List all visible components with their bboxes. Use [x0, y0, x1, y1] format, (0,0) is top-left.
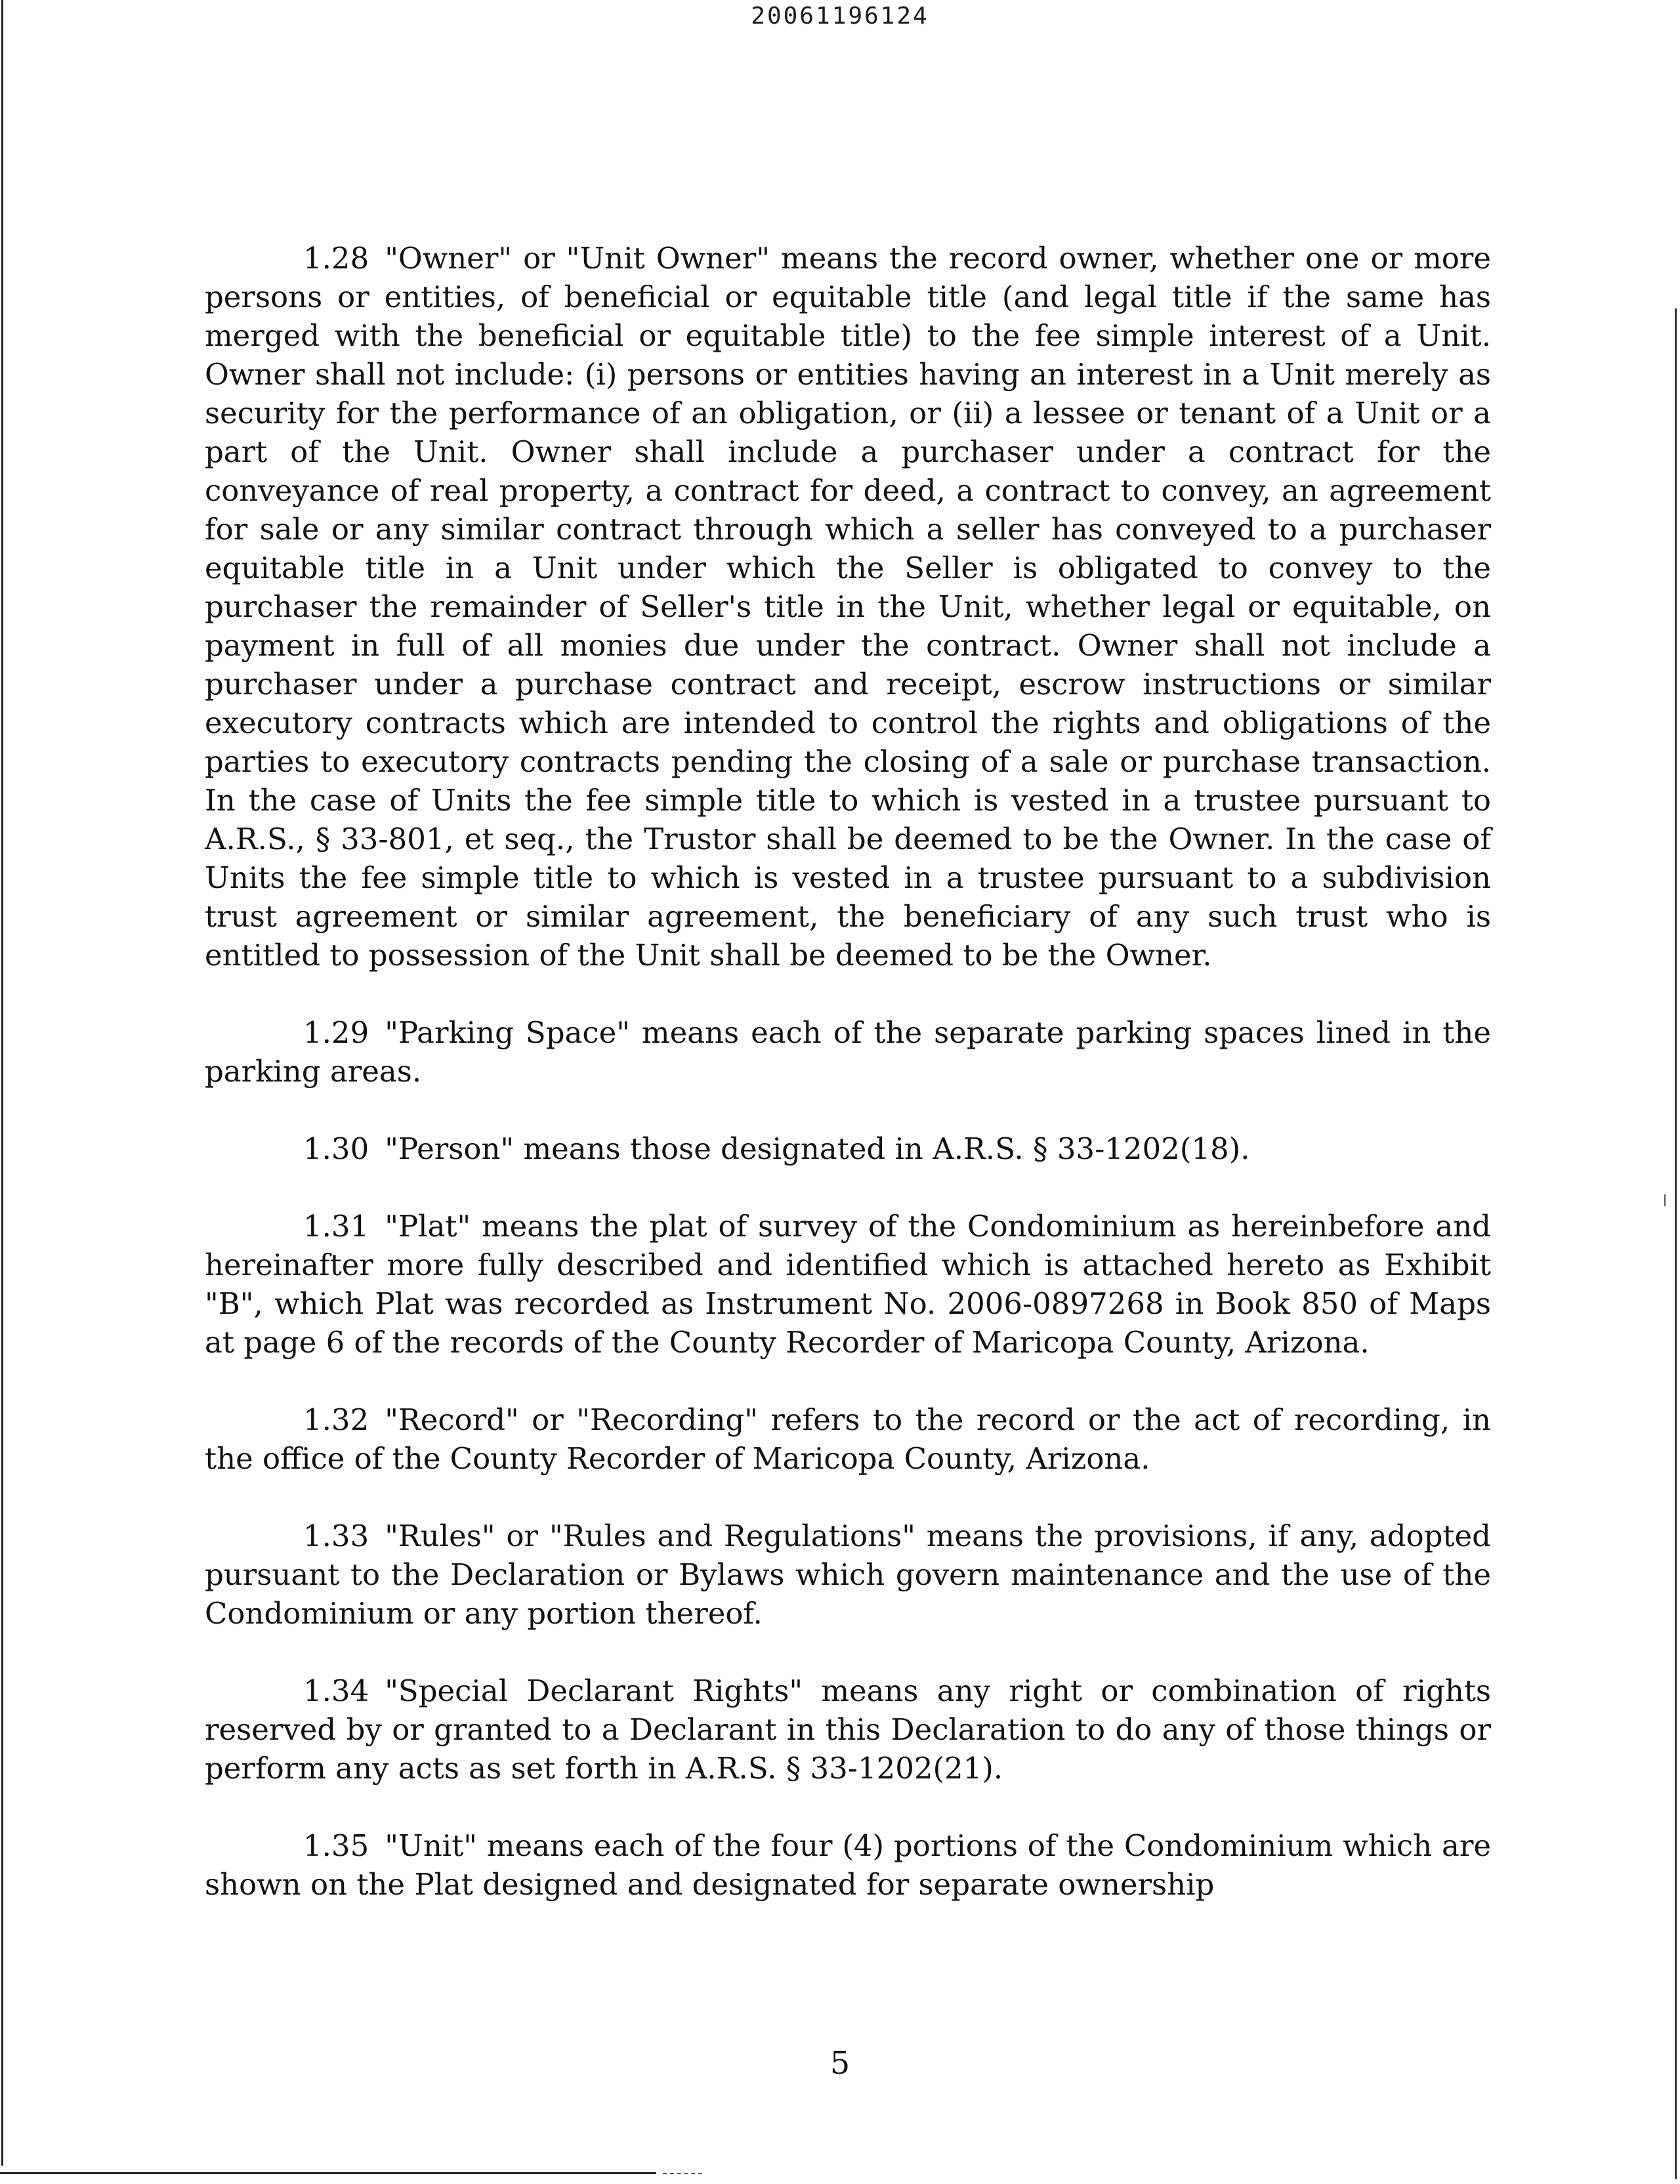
section-number: 1.32: [303, 1402, 369, 1437]
section-number: 1.34: [303, 1673, 369, 1708]
document-body: [205, 239, 1491, 1942]
section-number: 1.31: [303, 1209, 369, 1244]
section-text: "Person" means those designated in A.R.S. § 33-1202(18).: [385, 1131, 1250, 1166]
section-text: "Plat" means the plat of survey of the Condominium as hereinbefore and hereinafter more fully described and identified which is attached hereto as Exhibit "B", which Plat was recorded as Instrument No. 2006-0897268 in Book 850 of Maps at page 6 of the records of the County Recorder of Maricopa County, Arizona.: [205, 1209, 1491, 1360]
section-1-34: [205, 1671, 1491, 1788]
section-number: 1.33: [303, 1519, 369, 1553]
section-text: "Rules" or "Rules and Regulations" means the provisions, if any, adopted pursuant to the Declaration or Bylaws which govern maintenance and the use of the Condominium or any portion thereof.: [205, 1519, 1491, 1631]
section-number: 1.29: [303, 1015, 369, 1050]
section-text: "Unit" means each of the four (4) portions of the Condominium which are shown on the Plat designed and designated for separate ownership: [205, 1828, 1491, 1902]
section-text: "Record" or "Recording" refers to the record or the act of recording, in the office of the County Recorder of Maricopa County, Arizona.: [205, 1402, 1491, 1476]
page-number: 5: [830, 2045, 850, 2082]
scan-mark: [1664, 1194, 1666, 1206]
section-1-29: [205, 1013, 1491, 1091]
scan-edge-right: [1675, 308, 1677, 2179]
section-text: "Special Declarant Rights" means any right or combination of rights reserved by or granted to a Declarant in this Declaration to do any of those things or perform any acts as set forth in A.R.S. § 33-1202(21).: [205, 1673, 1491, 1786]
scan-edge-bottom: [0, 2172, 656, 2174]
section-number: 1.30: [303, 1131, 369, 1166]
scan-edge-left: [1, 0, 3, 2166]
section-1-33: [205, 1517, 1491, 1633]
section-1-30: [205, 1129, 1491, 1168]
section-number: 1.28: [303, 241, 369, 276]
scan-edge-bottom-dash: [663, 2173, 702, 2175]
section-1-28: [205, 239, 1491, 975]
section-1-31: [205, 1207, 1491, 1362]
section-number: 1.35: [303, 1828, 369, 1863]
section-1-32: [205, 1400, 1491, 1478]
section-text: "Parking Space" means each of the separate parking spaces lined in the parking areas.: [205, 1015, 1491, 1089]
section-text: "Owner" or "Unit Owner" means the record owner, whether one or more persons or entities, of beneficial or equitable title (and legal title if the same has merged with the beneficial or equitable title) to the fee simple interest of a Unit. Owner shall not include: (i) persons or entities having an interest in a Unit merely as security for the performance of an obligation, or (ii) a lessee or tenant of a Unit or a part of the Unit. Owner shall include a purchaser under a contract for the conveyance of real property, a contract for deed, a contract to convey, an agreement for sale or any similar contract through which a seller has conveyed to a purchaser equitable title in a Unit under which the Seller is obligated to convey to the purchaser the remainder of Seller's title in the Unit, whether legal or equitable, on payment in full of all monies due under the contract. Owner shall not include a purchaser under a purchase contract and receipt, escrow instructions or similar executory contracts which are intended to control the rights and obligations of the parties to executory contracts pending the closing of a sale or purchase transaction. In the case of Units the fee simple title to which is vested in a trustee pursuant to A.R.S., § 33-801, et seq., the Trustor shall be deemed to be the Owner. In the case of Units the fee simple title to which is vested in a trustee pursuant to a subdivision trust agreement or similar agreement, the beneficiary of any such trust who is entitled to possession of the Unit shall be deemed to be the Owner.: [205, 241, 1491, 973]
section-1-35: [205, 1826, 1491, 1904]
document-number: 20061196124: [751, 3, 929, 30]
